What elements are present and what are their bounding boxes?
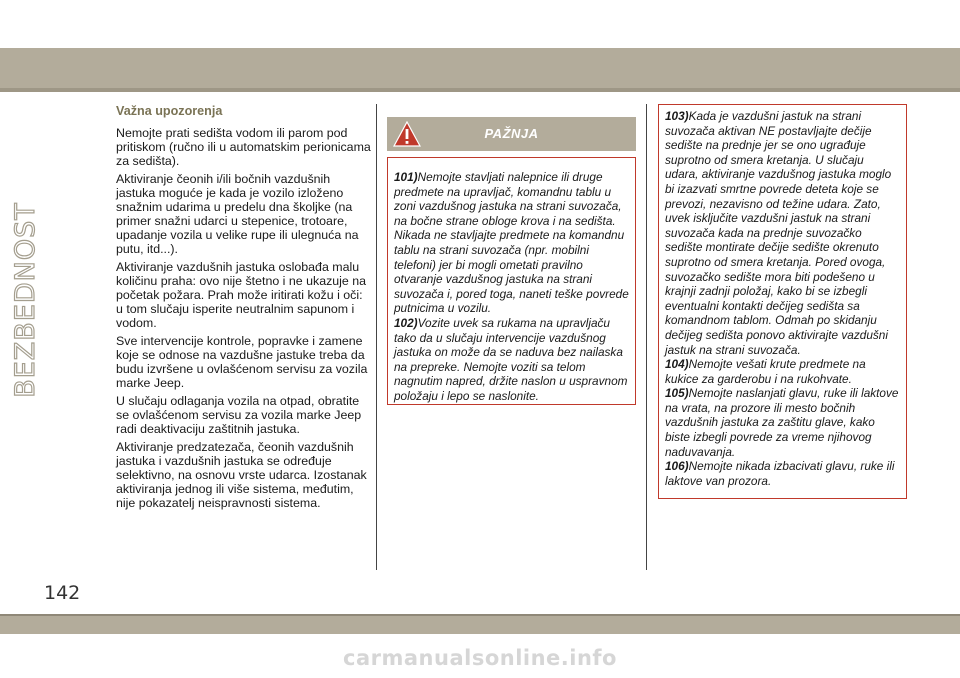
- footer-band: [0, 614, 960, 634]
- column-heading: Važna upozorenja: [116, 104, 223, 118]
- warning-box-left: [387, 157, 636, 405]
- note-number: 103): [665, 109, 689, 123]
- column-divider: [646, 104, 647, 570]
- note-item: [665, 459, 900, 488]
- note-text: Kada je vazdušni jastuk na strani suvozača aktivan NE postavljajte dečije sedište na prednje jer se ono ugrađuje suprotno od smera kretanja. U slučaju udara, aktiviranje vazdušnog jastuka moglo bi izazvati smrtne povrede deteta koje se prevozi, nezavisno od težine udara. Zato, uvek isključite vazdušni jastuk na strani suvozača kada na prednje suvozačko sedište montirate dečije sedište okrenuto suprotno od smera kretanja. Pored ovoga, suvozačko sedište mora biti podešeno u krajnji zadnji položaj, kako bi se izbegli eventualni kontakti dečijeg sedišta sa komandnom tablom. Odmah po skidanju dečijeg sedišta ponovo aktivirajte vazdušni jastuk na strani suvozača.: [665, 109, 892, 357]
- note-number: 104): [665, 357, 689, 372]
- note-number: 106): [665, 459, 689, 474]
- note-text: Nemojte naslanjati glavu, ruke ili laktove na vrata, na prozore ili mesto bočnih vazdušnih jastuka za zaštitu glave, kako biste izbegli povrede za vreme njihovog naduvavanja.: [665, 386, 899, 459]
- paragraph: Nemojte prati sedišta vodom ili parom pod pritiskom (ručno ili u automatskim perionicama za sedišta).: [116, 126, 371, 168]
- note-item: [665, 386, 900, 459]
- section-title: BEZBEDNOST: [10, 202, 41, 398]
- paragraph: U slučaju odlaganja vozila na otpad, obratite se ovlašćenom servisu za vozila marke Jeep radi deaktivaciju zaštitnih jastuka.: [116, 394, 362, 436]
- paragraph: Aktiviranje predzatezača, čeonih vazdušnih jastuka i vazdušnih jastuka se određuje selektivno, na osnovu vrste udarca. Izostanak aktiviranja jednog ili više sistema, međutim, nije pokazatelj neispravnosti sistema.: [116, 440, 367, 510]
- paragraph: Sve intervencije kontrole, popravke i zamene koje se odnose na vazdušne jastuke treba da budu izvršene u ovlašćenom servisu za vozila marke Jeep.: [116, 334, 368, 390]
- warning-header: [387, 117, 636, 151]
- note-text: Vozite uvek sa rukama na upravljaču tako da u slučaju intervencije vazdušnog jastuka on može da se naduva bez nailaska na prepreke. Nemojte voziti sa telom nagnutim napred, držite naslon u uspravnom položaju i lepo se naslonite.: [394, 315, 628, 403]
- footer-band-line: [0, 614, 960, 616]
- note-number: 102): [394, 315, 418, 330]
- note-text: Nemojte stavljati nalepnice ili druge predmete na upravljač, komandnu tablu u zoni vazdušnog jastuka na strani suvozača, na bočne strane obloge krova i na sedišta. Nikada ne stavljajte predmete na komandnu tablu na strani suvozača (npr. mobilni telefoni) jer bi mogli ometati pravilno otvaranje vazdušnog jastuka na strani suvozača i, pored toga, naneti teške povrede putnicima u vozilu.: [394, 170, 629, 316]
- page-number: 142: [44, 582, 81, 604]
- note-item: [665, 109, 900, 357]
- header-band: [0, 48, 960, 88]
- column-divider: [376, 104, 377, 570]
- watermark-link[interactable]: carmanualsonline.info: [343, 646, 617, 670]
- note-text: Nemojte nikada izbacivati glavu, ruke ili laktove van prozora.: [665, 459, 895, 488]
- note-item: [394, 170, 629, 316]
- warning-box-right: [658, 104, 907, 499]
- paragraph: Aktiviranje vazdušnih jastuka oslobađa malu količinu praha: ovo nije štetno i ne ukazuje na početak požara. Prah može iritirati kožu i oči: u tom slučaju isperite neutralnim sapunom i vodom.: [116, 260, 367, 330]
- note-number: 105): [665, 386, 689, 401]
- column-important-warnings: [116, 104, 372, 514]
- warning-title: PAŽNJA: [484, 126, 539, 141]
- note-text: Nemojte vešati krute predmete na kukice za garderobu i na rukohvate.: [665, 357, 866, 386]
- note-number: 101): [394, 170, 418, 184]
- note-item: [665, 357, 900, 386]
- header-band-shadow: [0, 88, 960, 92]
- paragraph: Aktiviranje čeonih i/ili bočnih vazdušnih jastuka moguće je kada je vozilo izloženo snažnim udarima u predelu dna školjke (na primer snažni udarci u stepenice, trotoare, upadanje vozila u velike rupe ili ulegnuća na putu, itd...).: [116, 172, 359, 256]
- note-item: [394, 316, 629, 404]
